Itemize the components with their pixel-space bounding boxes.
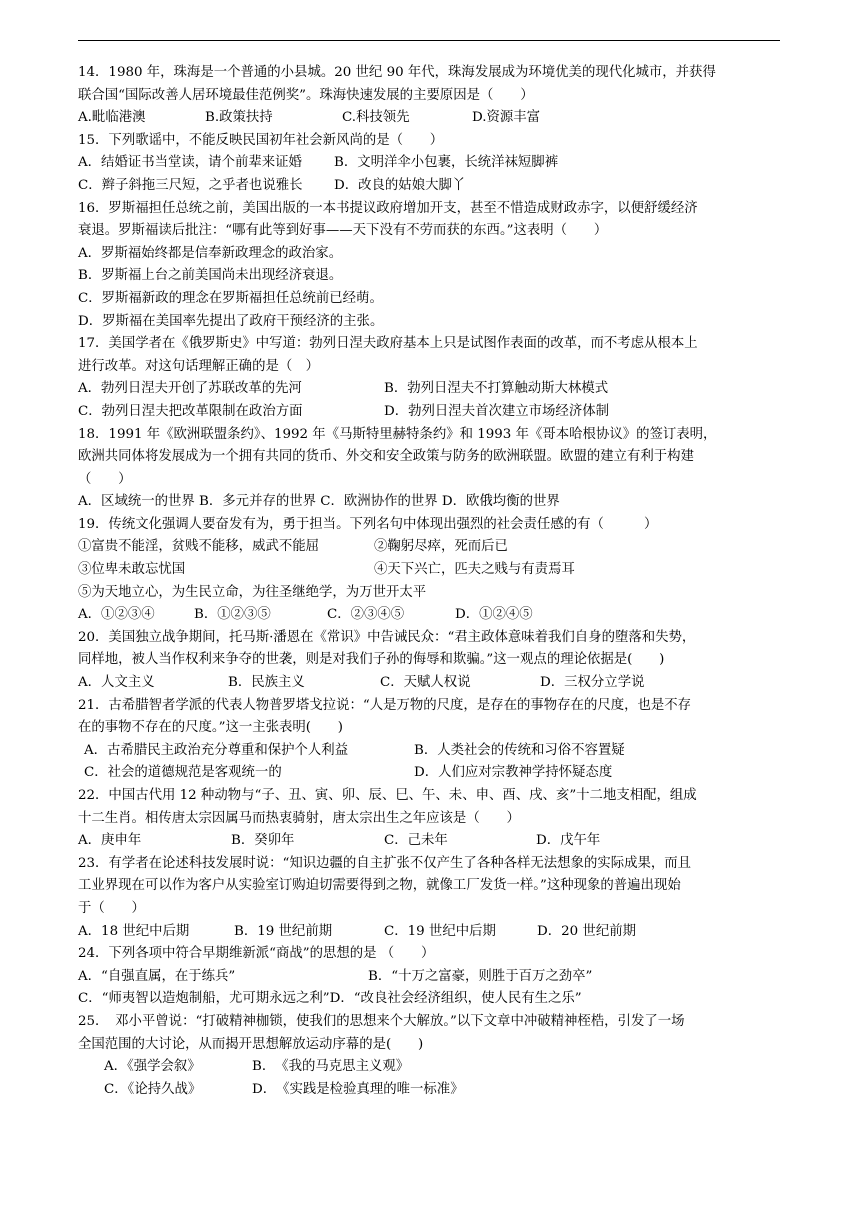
q15-option-d: D．改良的姑娘大脚丫 — [334, 177, 466, 193]
q25-option-d: D． 《实践是检验真理的唯一标准》 — [252, 1081, 464, 1097]
q19-item-2: ②鞠躬尽瘁，死而后已 — [374, 539, 508, 555]
q16-stem-1: 16．罗斯福担任总统之前，美国出版的一本书提议政府增加开支，甚至不惜造成财政赤字，以便舒缓经济 — [78, 200, 698, 216]
q16-option-c: C．罗斯福新政的理念在罗斯福担任总统前已经萌。 — [78, 290, 383, 306]
q21-option-c: C．社会的道德规范是客观统一的 — [84, 765, 282, 781]
q23-options — [78, 921, 780, 944]
q19-option-d: D．①②④⑤ — [455, 607, 533, 623]
q24-stem: 24．下列各项中符合早期维新派“商战”的思想的是 （ ） — [78, 946, 435, 962]
q18-stem-3: （ ） — [78, 471, 132, 487]
q14-option-c: C.科技领先 — [342, 110, 410, 126]
q19-option-a: A．①②③④ — [78, 607, 155, 623]
q19-item-4: ④天下兴亡，匹夫之贱与有责焉耳 — [374, 562, 575, 578]
q15-options-ab — [78, 152, 780, 175]
q14-option-b: B.政策扶持 — [205, 110, 273, 126]
q17-option-c: C．勃列日涅夫把改革限制在政治方面 — [78, 403, 303, 419]
q14-stem-1: 14．1980 年，珠海是一个普通的小县城。20 世纪 90 年代，珠海发展成为环境优美的现代化城市，并获得 — [78, 65, 716, 80]
q19-option-b: B．①②③⑤ — [194, 607, 271, 623]
q25-options-cd — [78, 1079, 780, 1102]
q23-option-d: D．20 世纪前期 — [537, 923, 636, 939]
q16-option-d: D．罗斯福在美国率先提出了政府干预经济的主张。 — [78, 313, 384, 329]
q23-stem-3: 于（ ） — [78, 900, 145, 916]
q14-stem-2: 联合国“国际改善人居环境最佳范例奖”。珠海快速发展的主要原因是（ ） — [78, 87, 534, 103]
header-rule — [78, 40, 780, 41]
q25-option-b: B． 《我的马克思主义观》 — [252, 1059, 410, 1075]
q15-stem: 15．下列歌谣中，不能反映民国初年社会新风尚的是（ ） — [78, 132, 444, 148]
q20-options — [78, 672, 780, 695]
q17-option-a: A．勃列日涅夫开创了苏联改革的先河 — [78, 381, 302, 397]
q19-item-3: ③位卑未敢忘忧国 — [78, 562, 186, 578]
q15-option-c: C．辫子斜拖三尺短，之乎者也说雅长 — [78, 177, 303, 193]
q21-option-a: A．古希腊民主政治充分尊重和保护个人利益 — [84, 742, 349, 758]
q17-option-d: D．勃列日涅夫首次建立市场经济体制 — [384, 403, 609, 419]
q17-stem-1: 17．美国学者在《俄罗斯史》中写道：勃列日涅夫政府基本上只是试图作表面的改革，而不考虑从根本上 — [78, 336, 698, 352]
q17-options-ab — [78, 378, 780, 401]
q15-options-cd — [78, 175, 780, 198]
q16-option-a: A．罗斯福始终都是信奉新政理念的政治家。 — [78, 245, 343, 261]
q21-options-cd — [78, 762, 780, 785]
q14-option-d: D.资源丰富 — [472, 110, 541, 126]
q25-options-ab — [78, 1056, 780, 1079]
q19-items-34 — [78, 559, 780, 582]
q19-stem: 19．传统文化强调人要奋发有为，勇于担当。下列名句中体现出强烈的社会责任感的有（ ） — [78, 516, 658, 532]
q21-option-b: B．人类社会的传统和习俗不容置疑 — [414, 742, 625, 758]
q22-option-a: A．庚申年 — [78, 833, 142, 849]
q17-option-b: B．勃列日涅夫不打算触动斯大林模式 — [384, 381, 609, 397]
q22-option-b: B．癸卯年 — [231, 833, 295, 849]
q24-option-c: C．“师夷智以造炮制船，尤可期永远之利” — [78, 991, 330, 1007]
q14-options — [78, 107, 780, 130]
q19-items-12 — [78, 536, 780, 559]
q21-stem-2: 在的事物不存在的尺度。”这一主张表明( ) — [78, 720, 344, 736]
q23-stem-1: 23．有学者在论述科技发展时说：“知识边疆的自主扩张不仅产生了各种各样无法想象的实际成果，而且 — [78, 855, 692, 871]
q14-option-a: A.毗临港澳 — [78, 110, 146, 126]
q23-option-b: B．19 世纪前期 — [234, 923, 333, 939]
q15-option-b: B．文明洋伞小包裹，长统洋袜短脚裤 — [334, 155, 559, 171]
q22-stem-2: 十二生肖。相传唐太宗因属马而热衷骑射，唐太宗出生之年应该是（ ） — [78, 810, 520, 826]
q23-stem-2: 工业界现在可以作为客户从实验室订购迫切需要得到之物，就像工厂发货一样。”这种现象的普遍出现始 — [78, 878, 681, 894]
q18-stem-1: 18．1991 年《欧洲联盟条约》、1992 年《马斯特里赫特条约》和 1993 年《哥本哈根协议》的签订表明， — [78, 426, 717, 442]
question-list — [78, 62, 780, 1101]
q22-options — [78, 830, 780, 853]
q16-stem-2: 衰退。罗斯福读后批注：“哪有此等到好事——天下没有不劳而获的东西。”这表明（ ） — [78, 223, 608, 239]
q20-option-a: A．人文主义 — [78, 675, 155, 691]
q19-option-c: C．②③④⑤ — [327, 607, 405, 623]
q20-stem-1: 20．美国独立战争期间，托马斯·潘恩在《常识》中告诫民众：“君主政体意味着我们自身的堕落和失势， — [78, 629, 696, 645]
q18-stem-2: 欧洲共同体将发展成为一个拥有共同的货币、外交和安全政策与防务的欧洲联盟。欧盟的建立有利于构建 — [78, 449, 694, 465]
q24-options-ab — [78, 966, 780, 989]
q17-stem-2: 进行改革。对这句话理解正确的是（ ） — [78, 358, 320, 374]
q20-option-d: D．三权分立学说 — [540, 675, 645, 691]
q22-option-c: C．己未年 — [384, 833, 448, 849]
q21-stem-1: 21．古希腊智者学派的代表人物普罗塔戈拉说：“人是万物的尺度，是存在的事物存在的尺度，也是不存 — [78, 697, 692, 713]
q16-option-b: B．罗斯福上台之前美国尚未出现经济衰退。 — [78, 268, 343, 284]
q21-option-d: D．人们应对宗教神学持怀疑态度 — [414, 765, 613, 781]
q24-options-cd — [78, 988, 780, 1011]
q22-stem-1: 22．中国古代用 12 种动物与“子、丑、寅、卯、辰、巳、午、未、申、酉、戌、亥”十二地支相配，组成 — [78, 788, 697, 803]
q24-option-b: B．“十万之富豪，则胜于百万之劲卒” — [368, 968, 593, 984]
q20-stem-2: 同样地，被人当作权利来争夺的世袭，则是对我们子孙的侮辱和欺骗。”这一观点的理论依据是( ) — [78, 652, 665, 668]
q17-options-cd — [78, 401, 780, 424]
q24-option-d: D．“改良社会经济组织，使人民有生之乐” — [329, 991, 582, 1007]
q20-option-c: C．天赋人权说 — [380, 675, 471, 691]
q21-options-ab — [78, 740, 780, 763]
q18-options: A．区域统一的世界 B．多元并存的世界 C．欧洲协作的世界 D．欧俄均衡的世界 — [78, 494, 560, 510]
q25-option-a: A．《强学会叙》 — [104, 1059, 201, 1075]
q23-option-c: C．19 世纪中后期 — [384, 923, 496, 939]
q15-option-a: A．结婚证书当堂读，请个前辈来证婚 — [78, 155, 302, 171]
q25-stem-1: 25． 邓小平曾说：“打破精神枷锁，使我们的思想来个大解放。”以下文章中冲破精神桎梏，引发了一场 — [78, 1013, 685, 1029]
q19-item-1: ①富贵不能淫，贫贱不能移，威武不能屈 — [78, 539, 320, 555]
q25-option-c: C．《论持久战》 — [104, 1081, 202, 1097]
q25-stem-2: 全国范围的大讨论，从而揭开思想解放运动序幕的是( ) — [78, 1036, 424, 1052]
q20-option-b: B．民族主义 — [228, 675, 305, 691]
q23-option-a: A．18 世纪中后期 — [78, 923, 190, 939]
q24-option-a: A．“自强直属，在于练兵” — [78, 968, 236, 984]
q19-options — [78, 604, 780, 627]
q22-option-d: D．戊午年 — [536, 833, 601, 849]
q19-item-5: ⑤为天地立心，为生民立命，为往圣继绝学，为万世开太平 — [78, 584, 427, 600]
